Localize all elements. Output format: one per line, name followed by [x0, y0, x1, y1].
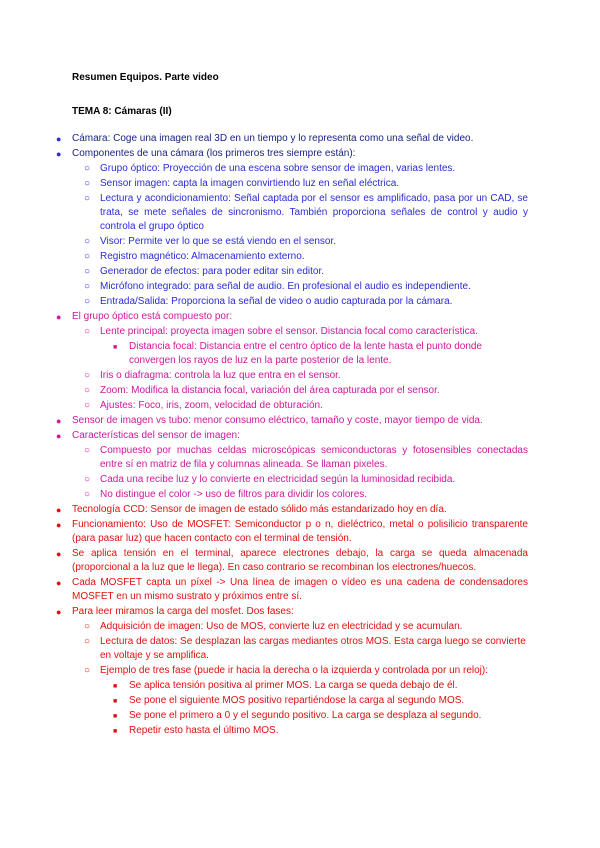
list-item-text: Lectura de datos: Se desplazan las cargas mediantes otros MOS. Esta carga luego se convierte en voltaje y se amplifica. [100, 636, 526, 661]
circle-bullet-icon: ○ [84, 370, 91, 381]
list-item [0, 132, 528, 146]
list-item-text: Cada MOSFET capta un píxel -> Una línea de imagen o vídeo es una cadena de condensadores MOSFET en un mismo sustrato y próximos entre sí. [72, 577, 528, 602]
list-item [0, 340, 528, 368]
list-item-text: Sensor de imagen vs tubo: menor consumo eléctrico, tamaño y coste, mayor tiempo de vida. [72, 415, 483, 426]
list-item [0, 250, 528, 264]
disc-bullet-icon: ● [56, 312, 62, 322]
list-item-text: Funcionamiento: Uso de MOSFET: Semiconductor p o n, dieléctrico, metal o polisilicio transparente (para pasar luz) que hacen contacto con el terminal de tensión. [72, 519, 528, 544]
circle-bullet-icon: ○ [84, 474, 91, 485]
list-item [0, 620, 528, 634]
list-item-text: Iris o diafragma: controla la luz que entra en el sensor. [100, 370, 341, 381]
circle-bullet-icon: ○ [84, 385, 91, 396]
list-item-text: Compuesto por muchas celdas microscópicas semiconductoras y fotosensibles conectadas entre sí en matriz de fila y columnas alineada. Se llaman pixeles. [100, 445, 528, 470]
list-item [0, 265, 528, 279]
square-bullet-icon: ■ [113, 683, 118, 690]
circle-bullet-icon: ○ [84, 178, 91, 189]
disc-bullet-icon: ● [56, 149, 62, 159]
list-item-text: No distingue el color -> uso de filtros para dividir los colores. [100, 489, 368, 500]
list-item [0, 295, 528, 309]
circle-bullet-icon: ○ [84, 236, 91, 247]
list-item-text: Cámara: Coge una imagen real 3D en un tiempo y lo representa como una señal de video. [72, 133, 474, 144]
list-item [0, 503, 528, 517]
list-item-text: Ajustes: Foco, iris, zoom, velocidad de obturación. [100, 400, 323, 411]
list-item-text: Generador de efectos: para poder editar sin editor. [100, 266, 325, 277]
document-title: Resumen Equipos. Parte video [72, 72, 219, 83]
list-item [0, 709, 528, 723]
square-bullet-icon: ■ [113, 713, 118, 720]
circle-bullet-icon: ○ [84, 621, 91, 632]
square-bullet-icon: ■ [113, 698, 118, 705]
list-item-text: Se pone el siguiente MOS positivo repartiéndose la carga al segundo MOS. [129, 695, 465, 706]
list-item-text: Lente principal: proyecta imagen sobre el sensor. Distancia focal como característica. [100, 326, 478, 337]
list-item-text: El grupo óptico está compuesto por: [72, 311, 233, 322]
disc-bullet-icon: ● [56, 505, 62, 515]
list-item [0, 518, 528, 546]
list-item [0, 384, 528, 398]
list-item-text: Zoom: Modifica la distancia focal, variación del área capturada por el sensor. [100, 385, 440, 396]
list-item-text: Visor: Permite ver lo que se está viendo en el sensor. [100, 236, 337, 247]
disc-bullet-icon: ● [56, 431, 62, 441]
circle-bullet-icon: ○ [84, 326, 91, 337]
list-item-text: Cada una recibe luz y lo convierte en electricidad según la luminosidad recibida. [100, 474, 456, 485]
list-item [0, 488, 528, 502]
circle-bullet-icon: ○ [84, 445, 91, 456]
list-item-text: Tecnología CCD: Sensor de imagen de estado sólido más estandarizado hoy en día. [72, 504, 447, 515]
disc-bullet-icon: ● [56, 578, 62, 588]
list-item [0, 576, 528, 604]
list-item [0, 310, 528, 324]
circle-bullet-icon: ○ [84, 665, 91, 676]
list-item-text: Lectura y acondicionamiento: Señal captada por el sensor es amplificado, pasa por un CAD, se trata, se mete señales de sincronismo. También proporciona señales de control y audio y controla el grupo óptico [100, 193, 528, 232]
circle-bullet-icon: ○ [84, 281, 91, 292]
list-item-text: Características del sensor de imagen: [72, 430, 240, 441]
circle-bullet-icon: ○ [84, 163, 91, 174]
circle-bullet-icon: ○ [84, 251, 91, 262]
list-item [0, 444, 528, 472]
bullet-list [0, 132, 600, 739]
circle-bullet-icon: ○ [84, 489, 91, 500]
list-item [0, 664, 528, 678]
list-item-text: Se aplica tensión positiva al primer MOS. La carga se queda debajo de él. [129, 680, 458, 691]
list-item [0, 192, 528, 234]
disc-bullet-icon: ● [56, 134, 62, 144]
list-item [0, 547, 528, 575]
list-item-text: Distancia focal: Distancia entre el centro óptico de la lente hasta el punto donde convergen los rayos de luz en la parte posterior de la lente. [129, 341, 482, 366]
circle-bullet-icon: ○ [84, 296, 91, 307]
list-item-text: Micrófono integrado: para señal de audio. En profesional el audio es independiente. [100, 281, 471, 292]
list-item [0, 162, 528, 176]
list-item [0, 605, 528, 619]
list-item [0, 280, 528, 294]
disc-bullet-icon: ● [56, 520, 62, 530]
circle-bullet-icon: ○ [84, 266, 91, 277]
list-item [0, 147, 528, 161]
list-item [0, 414, 528, 428]
list-item-text: Grupo óptico: Proyección de una escena sobre sensor de imagen, varias lentes. [100, 163, 456, 174]
list-item [0, 235, 528, 249]
list-item [0, 679, 528, 693]
list-item-text: Se aplica tensión en el terminal, aparece electrones debajo, la carga se queda almacenada (proporcional a la luz que le llega). En caso contrario se recombinan los electrones/huecos. [72, 548, 528, 573]
list-item-text: Sensor imagen: capta la imagen convirtiendo luz en señal eléctrica. [100, 178, 400, 189]
list-item [0, 635, 528, 663]
circle-bullet-icon: ○ [84, 636, 91, 647]
disc-bullet-icon: ● [56, 607, 62, 617]
list-item [0, 369, 528, 383]
list-item-text: Se pone el primero a 0 y el segundo positivo. La carga se desplaza al segundo. [129, 710, 482, 721]
list-item [0, 724, 528, 738]
list-item-text: Entrada/Salida: Proporciona la señal de video o audio capturada por la cámara. [100, 296, 453, 307]
list-item [0, 325, 528, 339]
list-item-text: Adquisición de imagen: Uso de MOS, convierte luz en electricidad y se acumulan. [100, 621, 463, 632]
disc-bullet-icon: ● [56, 549, 62, 559]
list-item [0, 399, 528, 413]
list-item [0, 177, 528, 191]
disc-bullet-icon: ● [56, 416, 62, 426]
list-item [0, 429, 528, 443]
list-item-text: Componentes de una cámara (los primeros tres siempre están): [72, 148, 356, 159]
list-item-text: Registro magnético: Almacenamiento externo. [100, 251, 305, 262]
list-item [0, 694, 528, 708]
square-bullet-icon: ■ [113, 344, 118, 351]
list-item-text: Para leer miramos la carga del mosfet. Dos fases: [72, 606, 294, 617]
square-bullet-icon: ■ [113, 728, 118, 735]
list-item-text: Repetir esto hasta el último MOS. [129, 725, 279, 736]
circle-bullet-icon: ○ [84, 400, 91, 411]
list-item-text: Ejemplo de tres fase (puede ir hacia la derecha o la izquierda y controlada por un reloj): [100, 665, 488, 676]
section-title: TEMA 8: Cámaras (II) [72, 106, 172, 117]
circle-bullet-icon: ○ [84, 193, 91, 204]
list-item [0, 473, 528, 487]
